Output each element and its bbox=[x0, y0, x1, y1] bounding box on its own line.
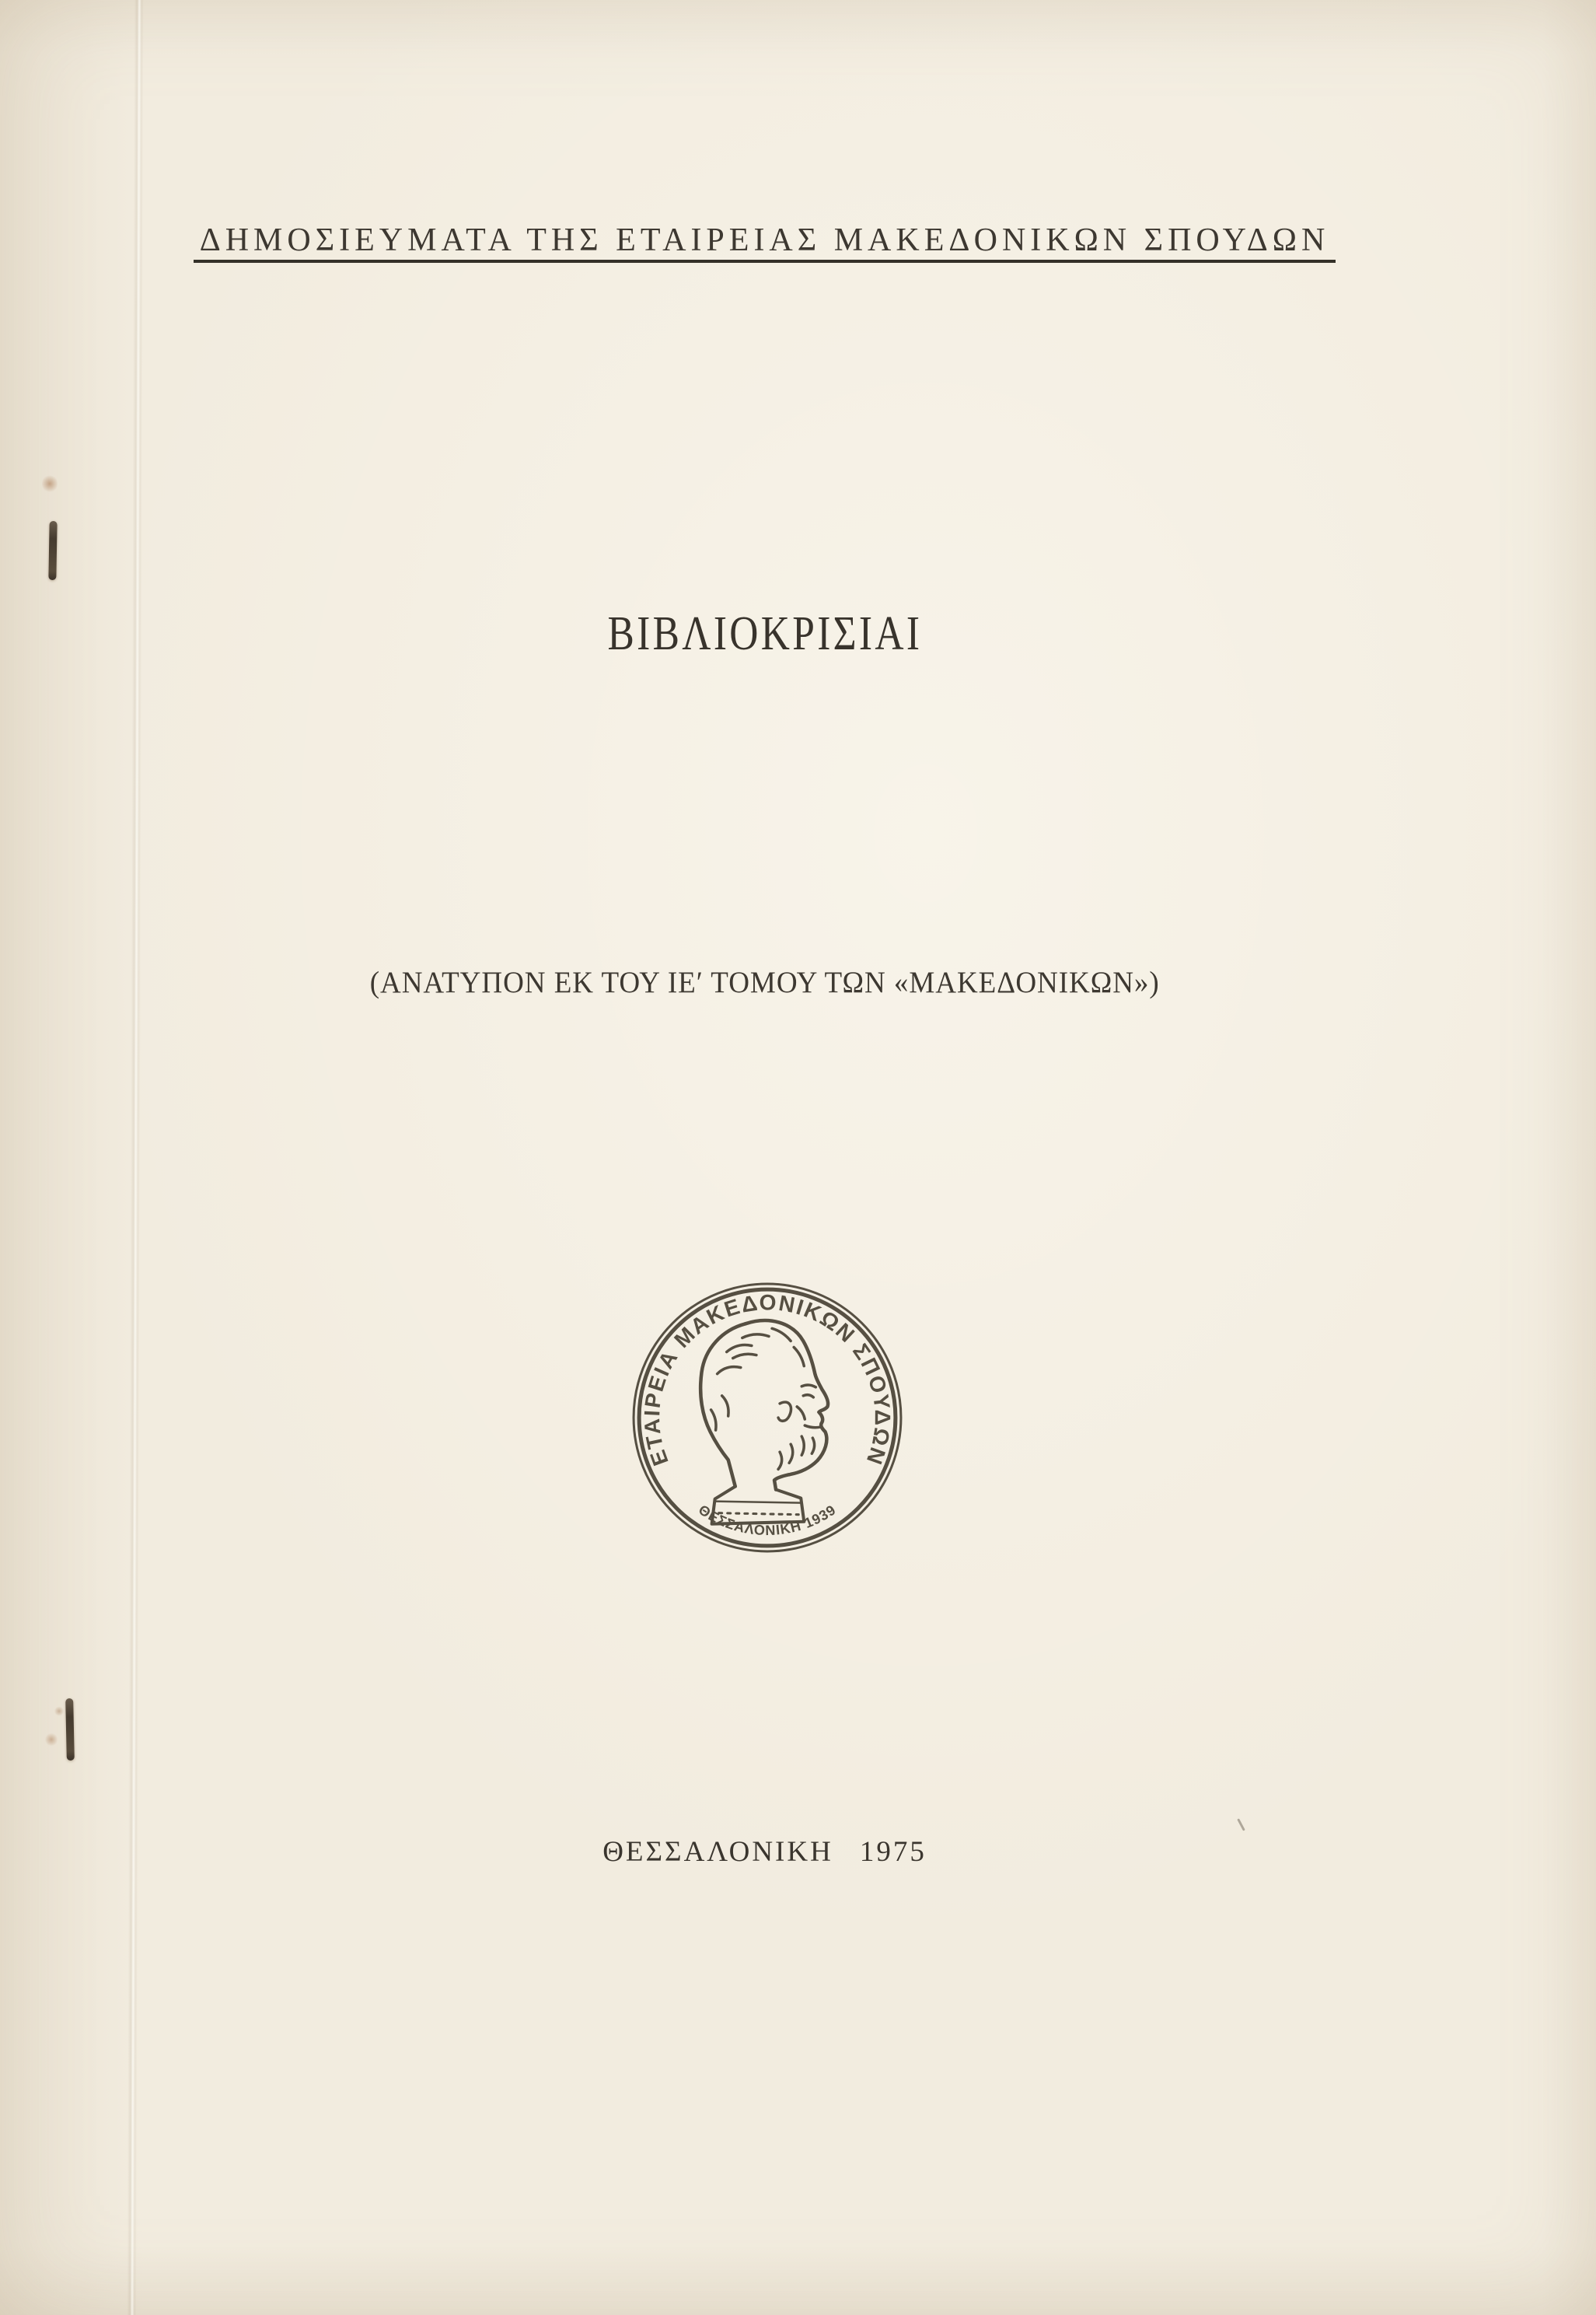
subtitle-text: (ΑΝΑΤΥΠΟΝ ΕΚ ΤΟΥ ΙΕ′ ΤΟΜΟΥ ΤΩΝ «ΜΑΚΕΔΟΝΙΚΩΝ») bbox=[369, 966, 1160, 999]
page-title-text: ΒΙΒΛΙΟΚΡΙΣΙΑΙ bbox=[607, 607, 922, 660]
imprint-line bbox=[0, 1838, 1563, 1866]
fold-crease bbox=[127, 0, 143, 2315]
seal-bottom-text: ΘΕΣΣΑΛΟΝΙΚΗ 1939 bbox=[695, 1502, 840, 1539]
svg-text:ΘΕΣΣΑΛΟΝΙΚΗ 1939 bbox=[696, 1502, 839, 1538]
bearded-profile-head-icon bbox=[700, 1320, 828, 1524]
seal-ring-text: ΕΤΑΙΡΕΙΑ ΜΑΚΕΔΟΝΙΚΩΝ ΣΠΟΥΔΩΝ bbox=[639, 1290, 895, 1469]
staple-top bbox=[48, 521, 57, 580]
series-header bbox=[0, 224, 1563, 263]
imprint-city: ΘΕΣΣΑΛΟΝΙΚΗ bbox=[602, 1836, 833, 1868]
staple-bottom bbox=[65, 1698, 75, 1761]
series-header-text: ΔΗΜΟΣΙΕΥΜΑΤΑ ΤΗΣ ΕΤΑΙΡΕΙΑΣ ΜΑΚΕΔΟΝΙΚΩΝ ΣΠΟΥΔΩΝ bbox=[194, 224, 1336, 263]
page-title bbox=[0, 607, 1563, 660]
rust-stain bbox=[54, 1706, 64, 1716]
macedonian-studies-seal bbox=[627, 1277, 908, 1558]
seal-outer-ring bbox=[634, 1284, 901, 1551]
imprint-year: 1975 bbox=[859, 1836, 927, 1868]
rust-stain bbox=[42, 474, 58, 493]
rust-stain bbox=[45, 1733, 58, 1747]
subtitle bbox=[0, 967, 1563, 998]
stray-pen-mark bbox=[1237, 1818, 1245, 1831]
